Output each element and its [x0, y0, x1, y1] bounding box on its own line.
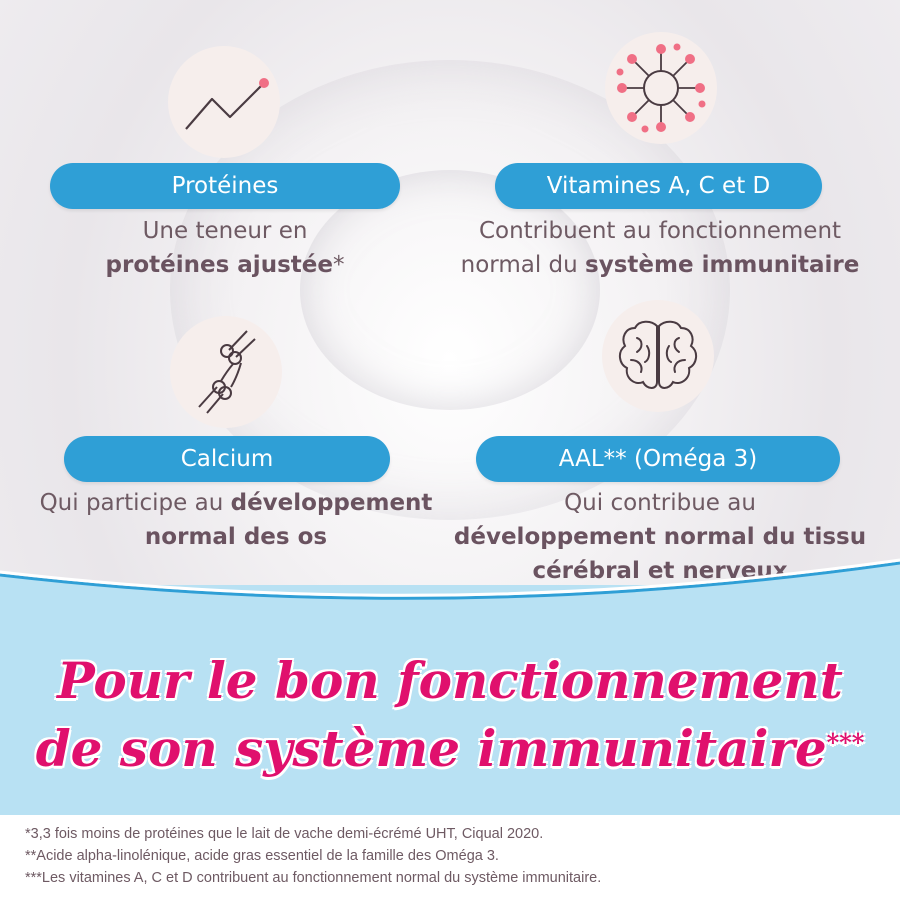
proteines-bold-text: protéines ajustée	[105, 252, 333, 278]
protein-icon-circle	[168, 46, 280, 158]
footnotes-area	[0, 815, 900, 900]
aal-title: AAL** (Oméga 3)	[558, 446, 758, 472]
headline-line2: de son système immunitaire	[35, 719, 827, 778]
proteines-title: Protéines	[171, 173, 279, 199]
footnote-1: *3,3 fois moins de protéines que le lait de vache demi-écrémé UHT, Ciqual 2020.	[25, 826, 544, 842]
vitamines-title: Vitamines A, C et D	[546, 173, 771, 199]
wave-divider	[0, 555, 900, 615]
calcium-pill	[64, 436, 390, 482]
headline-line2-wrap	[0, 716, 900, 782]
bone-joint-icon	[181, 327, 271, 417]
virus-immune-icon	[611, 38, 711, 138]
aal-line1: Qui contribue au	[564, 490, 756, 516]
aal-pill	[476, 436, 840, 482]
vitamines-line1: Contribuent au fonctionnement	[478, 218, 842, 244]
aal-bold-line2: développement normal du tissu	[453, 524, 867, 550]
proteines-description	[60, 214, 390, 282]
proteines-line1: Une teneur en	[142, 218, 308, 244]
proteines-asterisk: *	[332, 252, 345, 278]
aal-bold-line3: cérébral et nerveux	[532, 558, 788, 584]
calcium-bold-line1: développement	[230, 490, 433, 516]
headline-stars: ***	[826, 728, 865, 757]
headline-line1: Pour le bon fonctionnement	[57, 651, 843, 710]
footnote-2: **Acide alpha-linolénique, acide gras essentiel de la famille des Oméga 3.	[25, 848, 499, 864]
vitamines-bold-text: système immunitaire	[585, 252, 860, 278]
vitamines-line2-prefix: normal du	[460, 252, 586, 278]
proteines-pill	[50, 163, 400, 209]
calcium-title: Calcium	[180, 446, 274, 472]
footnote-3: ***Les vitamines A, C et D contribuent au fonctionnement normal du système immunitaire.	[25, 870, 602, 886]
calcium-description	[10, 486, 462, 554]
calcium-line1-prefix: Qui participe au	[39, 490, 231, 516]
brain-icon	[613, 316, 703, 396]
calcium-icon-circle	[170, 316, 282, 428]
brain-icon-circle	[602, 300, 714, 412]
vitamines-description	[430, 214, 890, 282]
calcium-bold-line2: normal des os	[144, 524, 328, 550]
vitamins-icon-circle	[605, 32, 717, 144]
vitamines-pill	[495, 163, 822, 209]
growth-chart-icon	[174, 67, 274, 137]
